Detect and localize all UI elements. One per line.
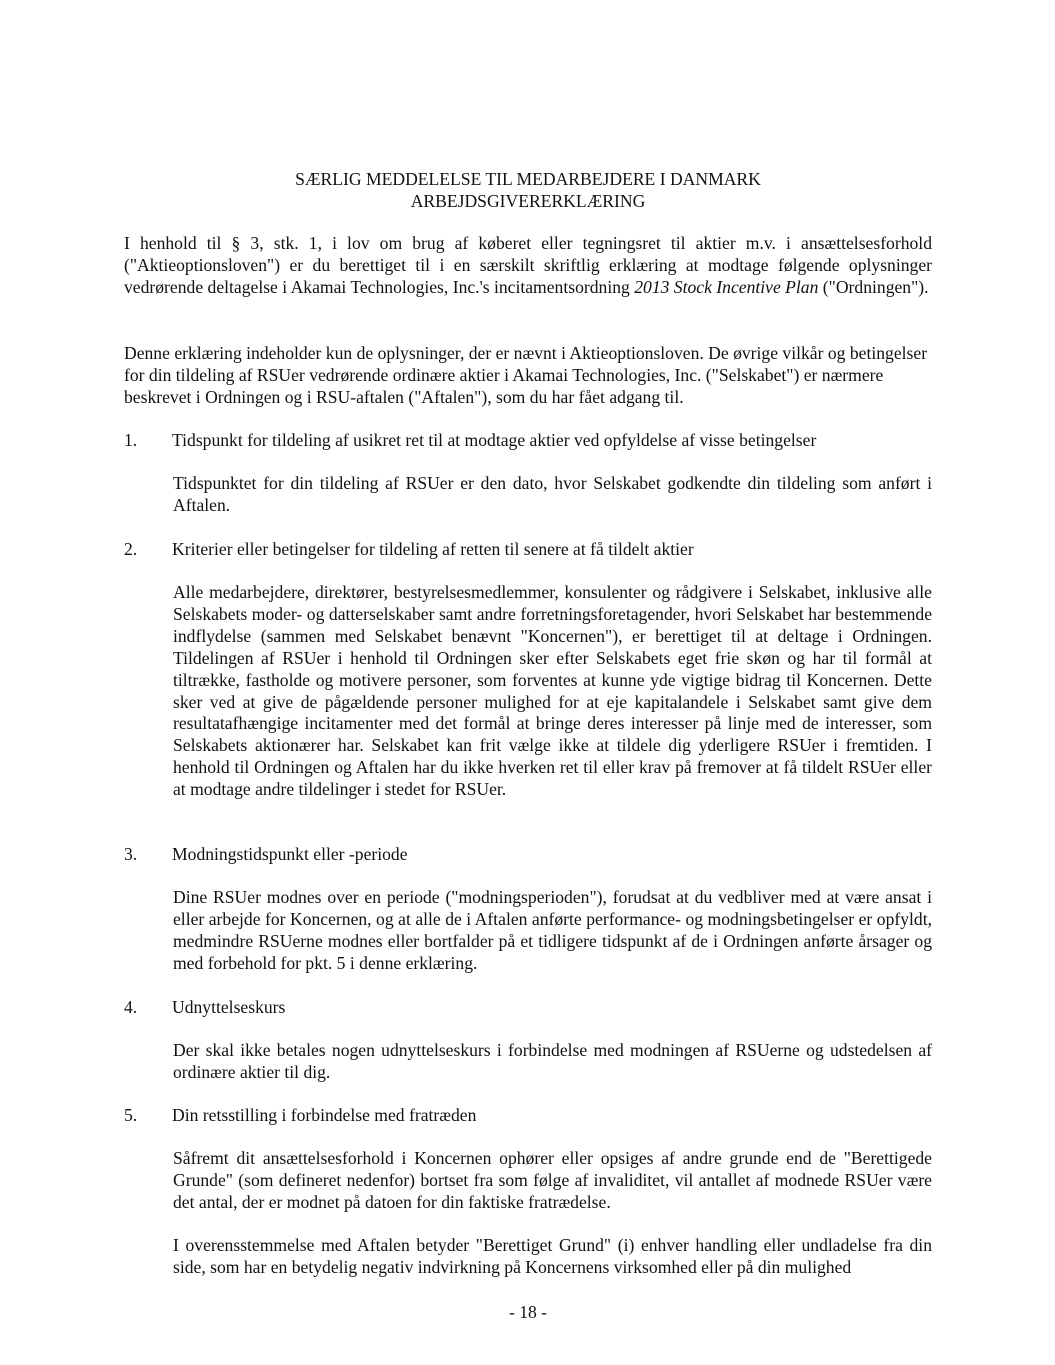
section-paragraph: Der skal ikke betales nogen udnyttelseskurs i forbindelse med modningen af RSUerne og udstedelsen af ordinære aktier til dig. [173, 1040, 932, 1082]
section-heading [124, 430, 932, 452]
document-subtitle: ARBEJDSGIVERERKLÆRING [410, 191, 646, 211]
section-heading [124, 844, 932, 866]
document-page [124, 0, 932, 1365]
section-title: Modningstidspunkt eller -periode [172, 844, 408, 864]
section-title: Kriterier eller betingelser for tildeling af retten til senere at få tildelt aktier [172, 539, 694, 559]
scope-paragraph: Denne erklæring indeholder kun de oplysninger, der er nævnt i Aktieoptionsloven. De øvrige vilkår og betingelser for din tildeling af RSUer vedrørende ordinære aktier i Akamai Technologies, Inc. ("Selskabet") er nærmere beskrevet i Ordningen og i RSU-aftalen ("Aftalen"), som du har fået adgang til. [124, 343, 928, 407]
section-title: Tidspunkt for tildeling af usikret ret til at modtage aktier ved opfyldelse af visse betingelser [172, 430, 817, 450]
section-heading [124, 1105, 932, 1127]
section-paragraph: Tidspunktet for din tildeling af RSUer er den dato, hvor Selskabet godkendte din tildeling som anført i Aftalen. [173, 473, 932, 515]
section-title: Din retsstilling i forbindelse med fratræden [172, 1105, 477, 1125]
section-number: 1. [124, 430, 138, 450]
section-number: 2. [124, 539, 138, 559]
document-title: SÆRLIG MEDDELELSE TIL MEDARBEJDERE I DANMARK [295, 169, 761, 189]
intro-paragraph: I henhold til § 3, stk. 1, i lov om brug af køberet eller tegningsret til aktier m.v. i ansættelsesforhold ("Aktieoptionsloven") er du berettiget til i en særskilt skriftlig erklæring at modtage følgende oplysninger vedrørende deltagelse i Akamai Technologies, Inc.'s incitamentsordning 2013 Stock Incentive Plan ("Ordningen"). [124, 233, 932, 297]
page-number: - 18 - [508, 1302, 548, 1322]
section-number: 3. [124, 844, 138, 864]
section-paragraph: Dine RSUer modnes over en periode ("modningsperioden"), forudsat at du vedbliver med at være ansat i eller arbejde for Koncernen, og at alle de i Aftalen anførte performance- og modningsbetingelser er opfyldt, medmindre RSUerne modnes eller bortfalder på et tidligere tidspunkt af de i Ordningen anførte årsager og med forbehold for pkt. 5 i denne erklæring. [173, 887, 932, 973]
section-number: 4. [124, 997, 138, 1017]
section-heading [124, 539, 932, 561]
section-title: Udnyttelseskurs [172, 997, 286, 1017]
section-number: 5. [124, 1105, 138, 1125]
section-paragraph: Såfremt dit ansættelsesforhold i Koncernen ophører eller opsiges af andre grunde end de "Berettigede Grunde" (som defineret nedenfor) bortset fra som følge af invaliditet, vil antallet af modnede RSUer være det antal, der er modnet på datoen for din faktiske fratrædelse. [173, 1148, 932, 1212]
section-paragraph: Alle medarbejdere, direktører, bestyrelsesmedlemmer, konsulenter og rådgivere i Selskabet, inklusive alle Selskabets moder- og datterselskaber samt andre forretningsforetagender, hvori Selskabet har bestemmende indflydelse (sammen med Selskabet benævnt "Koncernen"), er berettiget til at deltage i Ordningen. Tildelingen af RSUer i henhold til Ordningen sker efter Selskabets eget frie skøn og har til formål at tiltrække, fastholde og motivere personer, som forventes at kunne yde vigtige bidrag til Koncernen. Dette sker ved at give de pågældende personer mulighed for at eje kapitalandele i Selskabet samt give dem resultatafhængige incitamenter med det formål at bringe deres interesser på linje med de interesser, som Selskabets aktionærer har. Selskabet kan frit vælge ikke at tildele dig yderligere RSUer i fremtiden. I henhold til Ordningen og Aftalen har du ikke hverken ret til eller krav på fremover at få tildelt RSUer eller at modtage andre tildelinger i stedet for RSUer. [173, 582, 932, 800]
section-paragraph: I overensstemmelse med Aftalen betyder "Berettiget Grund" (i) enhver handling eller undladelse fra din side, som har en betydelig negativ indvirkning på Koncernens virksomhed eller på din mulighed [173, 1235, 932, 1277]
section-heading [124, 997, 932, 1019]
plan-name: 2013 Stock Incentive Plan [634, 276, 819, 297]
